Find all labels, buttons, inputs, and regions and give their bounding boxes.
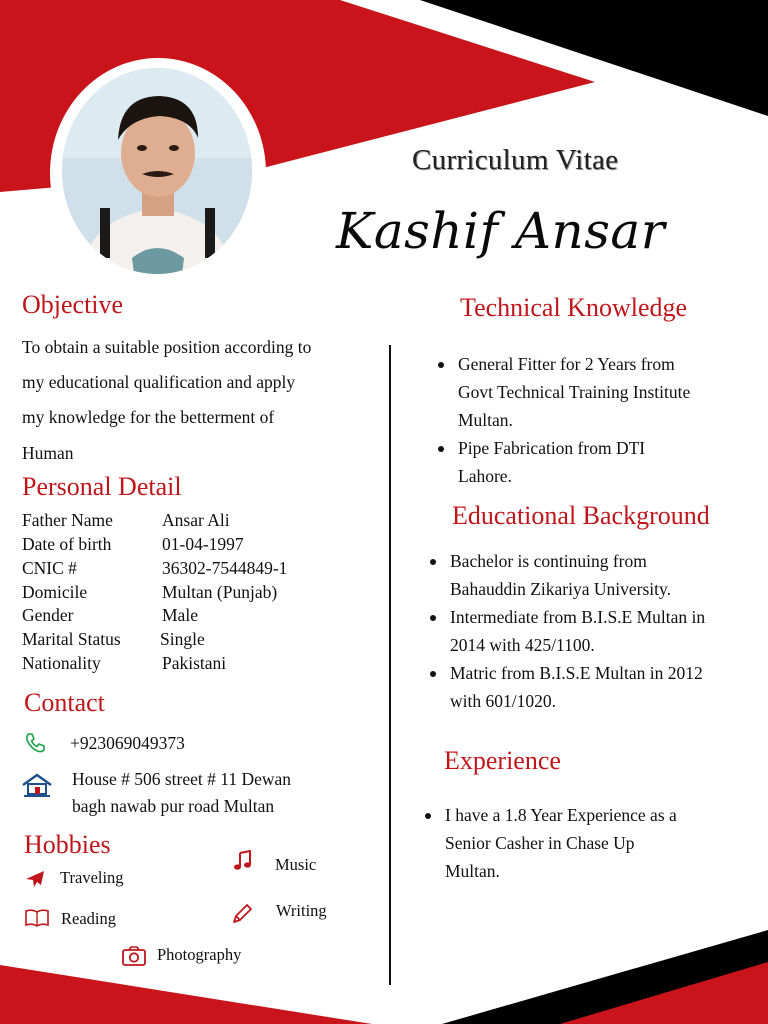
list-item-line: 2014 with 425/1100. <box>450 635 595 655</box>
airplane-icon <box>24 868 46 890</box>
personal-label: Gender <box>22 605 74 625</box>
technical-heading: Technical Knowledge <box>460 293 688 322</box>
objective-line: To obtain a suitable position according to <box>22 337 312 357</box>
personal-value: Single <box>160 629 205 649</box>
personal-value: 01-04-1997 <box>162 534 244 554</box>
house-icon <box>21 773 53 799</box>
personal-label: Date of birth <box>22 534 112 554</box>
list-item <box>428 603 705 659</box>
camera-icon <box>121 945 147 967</box>
list-item <box>428 659 705 715</box>
hobby-label: Music <box>275 855 317 874</box>
phone-icon <box>23 731 47 755</box>
music-note-icon <box>233 850 253 872</box>
personal-label: Nationality <box>22 653 101 673</box>
experience-list <box>423 801 677 885</box>
personal-label: CNIC # <box>22 558 77 578</box>
contact-heading: Contact <box>24 688 105 717</box>
list-item-line: Pipe Fabrication from DTI <box>458 438 646 458</box>
list-item-line: Govt Technical Training Institute <box>458 382 691 402</box>
list-item-line: Multan. <box>445 861 500 881</box>
objective-heading: Objective <box>22 290 124 319</box>
list-item-line: Bachelor is continuing from <box>450 551 647 571</box>
list-item-line: Lahore. <box>458 466 512 486</box>
personal-value: Pakistani <box>162 653 227 673</box>
address-line: House # 506 street # 11 Dewan <box>72 769 292 789</box>
address-line: bagh nawab pur road Multan <box>72 796 275 816</box>
personal-label: Marital Status <box>22 629 121 649</box>
objective-line: my educational qualification and apply <box>22 372 296 392</box>
personal-value: Ansar Ali <box>162 510 230 530</box>
hobby-label: Photography <box>157 945 242 964</box>
list-item <box>428 547 705 603</box>
list-item-line: I have a 1.8 Year Experience as a <box>445 805 677 825</box>
experience-heading: Experience <box>444 746 561 775</box>
list-item-line: Multan. <box>458 410 513 430</box>
personal-label: Domicile <box>22 582 88 602</box>
hobby-label: Writing <box>276 901 327 920</box>
personal-value: 36302-7544849-1 <box>162 558 288 578</box>
personal-detail-heading: Personal Detail <box>22 472 182 501</box>
book-icon <box>24 908 50 928</box>
list-item-line: Matric from B.I.S.E Multan in 2012 <box>450 663 703 683</box>
bottom-red-band <box>0 965 372 1024</box>
personal-value: Male <box>162 605 198 625</box>
column-divider <box>389 345 391 985</box>
objective-line: my knowledge for the betterment of <box>22 407 275 427</box>
candidate-name: Kashif Ansar <box>336 202 666 260</box>
list-item-line: Bahauddin Zikariya University. <box>450 579 671 599</box>
document-title: Curriculum Vitae <box>412 144 619 176</box>
technical-list <box>436 350 690 490</box>
personal-value: Multan (Punjab) <box>162 582 278 602</box>
objective-line: Human <box>22 443 74 463</box>
list-item-line: Senior Casher in Chase Up <box>445 833 635 853</box>
list-item-line: Intermediate from B.I.S.E Multan in <box>450 607 706 627</box>
personal-label: Father Name <box>22 510 113 530</box>
hobby-label: Traveling <box>60 868 124 887</box>
education-list <box>428 547 705 715</box>
hobbies-heading: Hobbies <box>24 830 111 859</box>
list-item <box>436 434 690 490</box>
pen-icon <box>230 902 254 926</box>
list-item <box>423 801 677 885</box>
hobby-label: Reading <box>61 909 116 928</box>
education-heading: Educational Background <box>452 501 710 530</box>
phone-number: +923069049373 <box>70 733 185 753</box>
profile-photo <box>62 68 252 274</box>
list-item-line: with 601/1020. <box>450 691 556 711</box>
list-item-line: General Fitter for 2 Years from <box>458 354 675 374</box>
list-item <box>436 350 690 434</box>
